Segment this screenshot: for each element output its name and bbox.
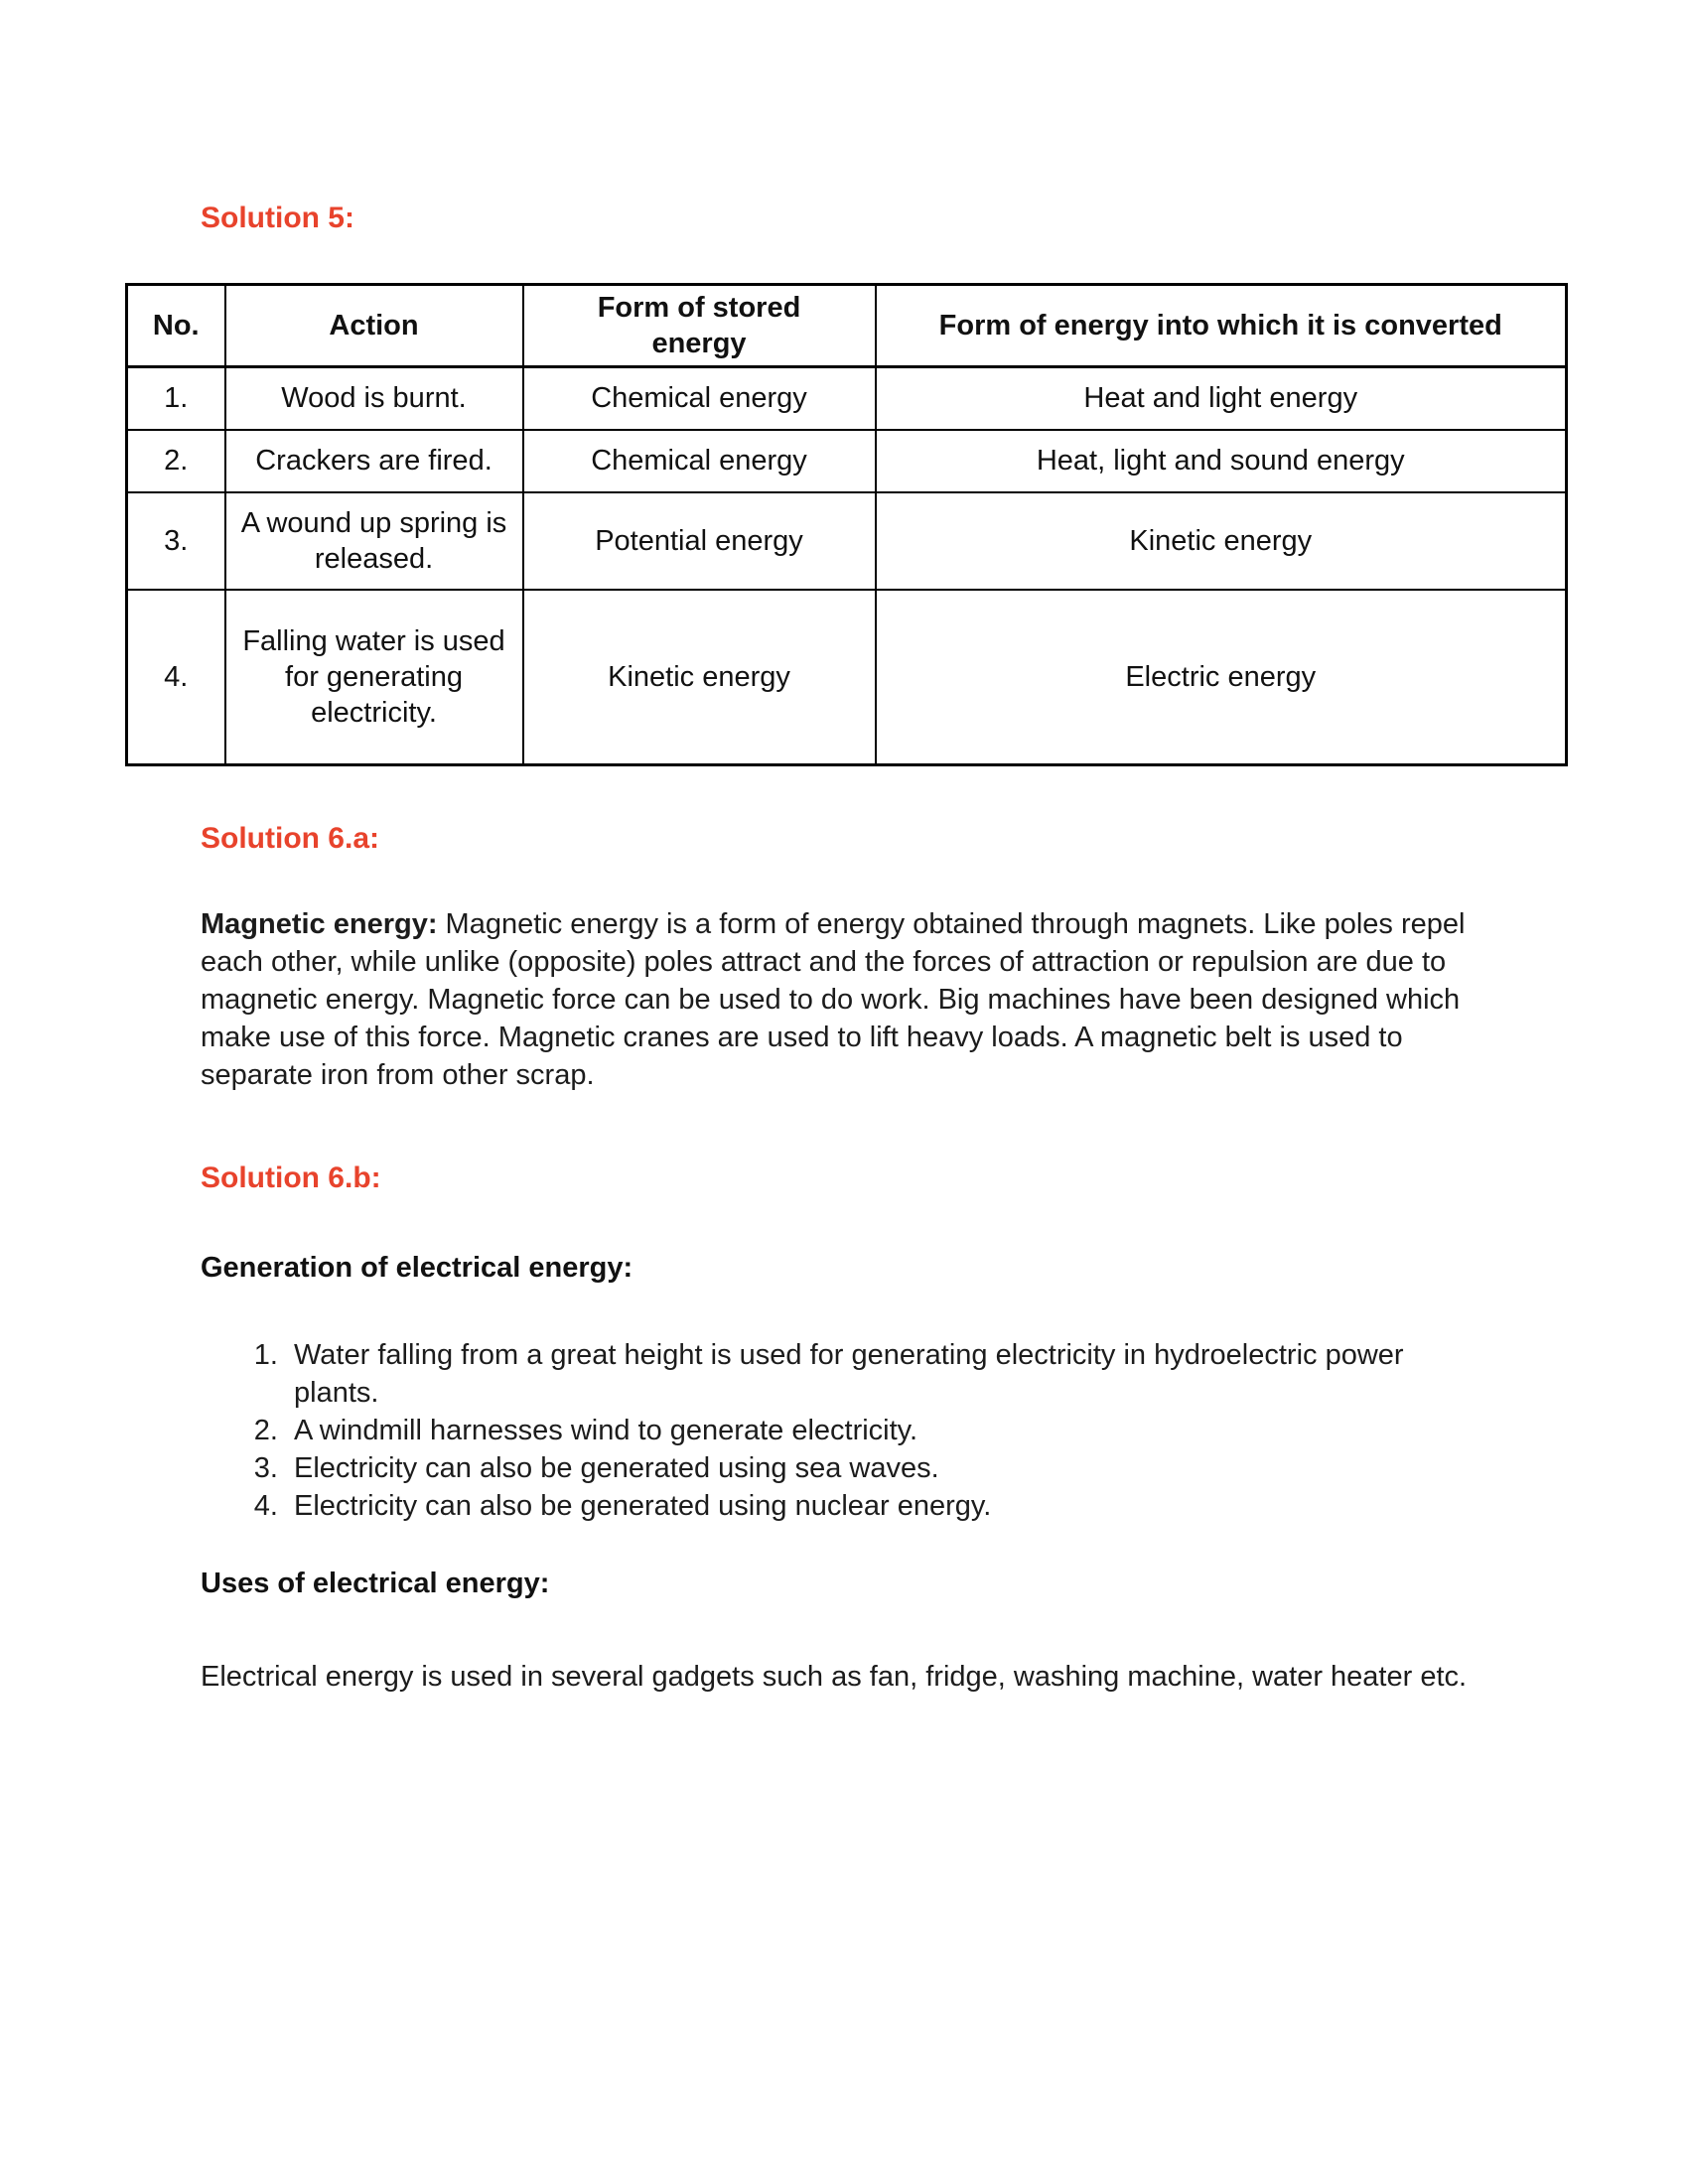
cell-stored-energy: Chemical energy xyxy=(523,430,876,492)
table-header-no: No. xyxy=(127,285,225,367)
energy-conversion-table xyxy=(125,283,1568,766)
cell-no: 3. xyxy=(127,492,225,590)
list-item: 3. Electricity can also be generated using sea waves. xyxy=(286,1449,1453,1487)
table-header-stored-energy-label: Form of stored energy xyxy=(597,292,801,359)
uses-paragraph: Electrical energy is used in several gadgets such as fan, fridge, washing machine, water heater etc. xyxy=(201,1661,1468,1693)
solution-6b-heading: Solution 6.b: xyxy=(201,1161,381,1194)
table-row xyxy=(127,590,1567,765)
table-row xyxy=(127,430,1567,492)
table-row xyxy=(127,367,1567,430)
table-header-action: Action xyxy=(225,285,523,367)
generation-subheading: Generation of electrical energy: xyxy=(201,1252,633,1284)
cell-converted-energy: Electric energy xyxy=(876,590,1567,765)
magnetic-energy-term: Magnetic energy: xyxy=(201,908,438,940)
generation-methods-list xyxy=(286,1336,1453,1525)
table-header-converted-energy: Form of energy into which it is converted xyxy=(876,285,1567,367)
cell-action: Crackers are fired. xyxy=(225,430,523,492)
cell-converted-energy: Heat, light and sound energy xyxy=(876,430,1567,492)
cell-converted-energy: Heat and light energy xyxy=(876,367,1567,430)
table-header-stored-energy xyxy=(523,285,876,367)
table-row xyxy=(127,492,1567,590)
magnetic-energy-paragraph xyxy=(201,905,1481,1094)
cell-action: Falling water is used for generating electricity. xyxy=(225,590,523,765)
list-item: 4. Electricity can also be generated using nuclear energy. xyxy=(286,1487,1453,1525)
uses-subheading: Uses of electrical energy: xyxy=(201,1568,550,1599)
cell-no: 1. xyxy=(127,367,225,430)
table-header-row xyxy=(127,285,1567,367)
cell-action: Wood is burnt. xyxy=(225,367,523,430)
magnetic-energy-definition: Magnetic energy is a form of energy obtained through magnets. Like poles repel each other, while unlike (opposite) poles attract and the forces of attraction or repulsion are due to magnetic energy. Magnetic force can be used to do work. Big machines have been designed which make use of this force. Magnetic cranes are used to lift heavy loads. A magnetic belt is used to separate iron from other scrap. xyxy=(201,908,1466,1091)
solution-5-heading: Solution 5: xyxy=(201,202,354,234)
cell-no: 2. xyxy=(127,430,225,492)
cell-stored-energy: Potential energy xyxy=(523,492,876,590)
solution-6a-heading: Solution 6.a: xyxy=(201,822,379,855)
list-item: 2. A windmill harnesses wind to generate electricity. xyxy=(286,1412,1453,1449)
cell-stored-energy: Kinetic energy xyxy=(523,590,876,765)
cell-converted-energy: Kinetic energy xyxy=(876,492,1567,590)
cell-stored-energy: Chemical energy xyxy=(523,367,876,430)
cell-no: 4. xyxy=(127,590,225,765)
cell-action: A wound up spring is released. xyxy=(225,492,523,590)
list-item: 1. Water falling from a great height is used for generating electricity in hydroelectric power plants. xyxy=(286,1336,1453,1412)
